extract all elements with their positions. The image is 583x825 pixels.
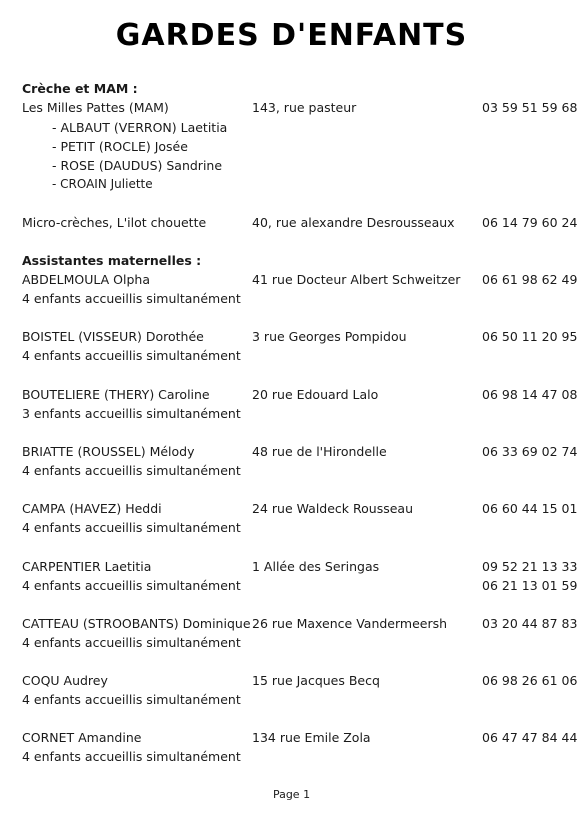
assistante-address: 48 rue de l'Hirondelle xyxy=(252,444,387,459)
mam-member: - ROSE (DAUDUS) Sandrine xyxy=(52,158,223,173)
assistante-address: 41 rue Docteur Albert Schweitzer xyxy=(252,272,461,287)
assistante-capacity: 4 enfants accueillis simultanément xyxy=(22,692,241,707)
assistante-address: 1 Allée des Seringas xyxy=(252,559,380,574)
assistante-phone: 06 50 11 20 95 xyxy=(482,329,578,344)
mam-member: - ALBAUT (VERRON) Laetitia xyxy=(52,120,228,135)
assistante-phone: 06 47 47 84 44 xyxy=(482,730,578,745)
assistante-address: 20 rue Edouard Lalo xyxy=(252,387,379,402)
assistante-name: BOUTELIERE (THERY) Caroline xyxy=(22,387,210,402)
page-title: GARDES D'ENFANTS xyxy=(115,18,468,53)
assistante-address: 3 rue Georges Pompidou xyxy=(252,329,407,344)
assistante-phone: 06 98 26 61 06 xyxy=(482,673,578,688)
mam-phone: 03 59 51 59 68 xyxy=(482,100,578,115)
assistante-phone: 09 52 21 13 33 xyxy=(482,559,578,574)
assistante-phone: 06 61 98 62 49 xyxy=(482,272,578,287)
assistante-name: CARPENTIER Laetitia xyxy=(22,559,152,574)
assistante-name: COQU Audrey xyxy=(22,673,108,688)
assistante-capacity: 4 enfants accueillis simultanément xyxy=(22,749,241,764)
assistante-name: BRIATTE (ROUSSEL) Mélody xyxy=(22,444,195,459)
mam-member: - CROAIN Juliette xyxy=(52,177,153,191)
assistante-address: 134 rue Emile Zola xyxy=(252,730,371,745)
assistante-phone: 03 20 44 87 83 xyxy=(482,616,578,631)
section-heading-assistantes: Assistantes maternelles : xyxy=(22,253,202,268)
assistante-capacity: 4 enfants accueillis simultanément xyxy=(22,463,241,478)
section-heading-creche: Crèche et MAM : xyxy=(22,81,138,96)
page-footer: Page 1 xyxy=(272,788,311,801)
assistante-phone: 06 60 44 15 01 xyxy=(482,501,578,516)
assistante-name: CATTEAU (STROOBANTS) Dominique xyxy=(22,616,251,631)
mam-address: 143, rue pasteur xyxy=(252,100,357,115)
assistante-capacity: 4 enfants accueillis simultanément xyxy=(22,578,241,593)
micro-creche-phone: 06 14 79 60 24 xyxy=(482,215,578,230)
assistante-name: ABDELMOULA Olpha xyxy=(22,272,150,287)
assistante-name: CAMPA (HAVEZ) Heddi xyxy=(22,501,162,516)
assistante-address: 26 rue Maxence Vandermeersh xyxy=(252,616,448,631)
micro-creche-address: 40, rue alexandre Desrousseaux xyxy=(252,215,455,230)
micro-creche-name: Micro-crèches, L'ilot chouette xyxy=(22,215,207,230)
assistante-phone: 06 33 69 02 74 xyxy=(482,444,578,459)
assistante-name: BOISTEL (VISSEUR) Dorothée xyxy=(22,329,204,344)
assistante-address: 24 rue Waldeck Rousseau xyxy=(252,501,413,516)
assistante-phone-secondary: 06 21 13 01 59 xyxy=(482,578,578,593)
assistante-capacity: 4 enfants accueillis simultanément xyxy=(22,520,241,535)
mam-name: Les Milles Pattes (MAM) xyxy=(22,100,169,115)
assistante-capacity: 3 enfants accueillis simultanément xyxy=(22,406,241,421)
assistante-capacity: 4 enfants accueillis simultanément xyxy=(22,291,241,306)
assistante-capacity: 4 enfants accueillis simultanément xyxy=(22,635,241,650)
assistante-address: 15 rue Jacques Becq xyxy=(252,673,380,688)
assistante-phone: 06 98 14 47 08 xyxy=(482,387,578,402)
mam-member: - PETIT (ROCLE) Josée xyxy=(52,139,188,154)
assistante-name: CORNET Amandine xyxy=(22,730,142,745)
assistante-capacity: 4 enfants accueillis simultanément xyxy=(22,348,241,363)
